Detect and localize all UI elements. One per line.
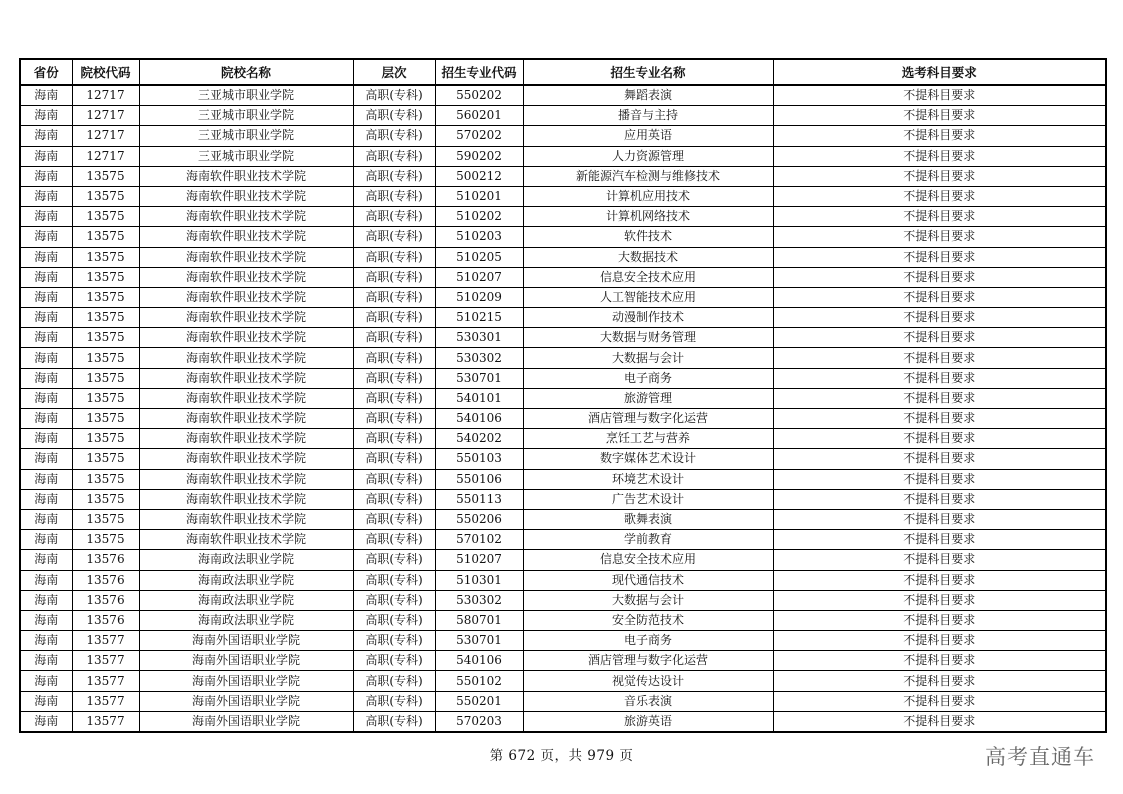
cell-major-name: 大数据与财务管理 [523,328,773,348]
cell-major-name: 计算机网络技术 [523,207,773,227]
cell-school-code: 13575 [72,166,139,186]
cell-major-name: 人工智能技术应用 [523,287,773,307]
cell-province: 海南 [20,469,72,489]
cell-school-code: 13575 [72,348,139,368]
cell-school-name: 海南软件职业技术学院 [139,368,353,388]
cell-major-name: 软件技术 [523,227,773,247]
cell-major-name: 酒店管理与数字化运营 [523,409,773,429]
cell-school-code: 13575 [72,186,139,206]
cell-school-code: 13575 [72,207,139,227]
cell-province: 海南 [20,388,72,408]
table-row [20,227,1106,247]
cell-school-name: 三亚城市职业学院 [139,85,353,106]
cell-level: 高职(专科) [353,449,435,469]
table-header-row [20,59,1106,85]
cell-subject-requirement: 不提科目要求 [773,651,1106,671]
cell-school-code: 13575 [72,489,139,509]
cell-province: 海南 [20,671,72,691]
cell-subject-requirement: 不提科目要求 [773,85,1106,106]
cell-province: 海南 [20,348,72,368]
cell-level: 高职(专科) [353,85,435,106]
cell-major-code: 530302 [435,348,523,368]
cell-school-code: 13575 [72,530,139,550]
cell-major-name: 大数据与会计 [523,590,773,610]
cell-school-name: 海南外国语职业学院 [139,631,353,651]
cell-major-name: 计算机应用技术 [523,186,773,206]
table-row [20,469,1106,489]
cell-province: 海南 [20,207,72,227]
cell-school-name: 海南软件职业技术学院 [139,449,353,469]
header-major-code: 招生专业代码 [435,59,523,85]
cell-major-code: 510202 [435,207,523,227]
cell-subject-requirement: 不提科目要求 [773,691,1106,711]
cell-level: 高职(专科) [353,489,435,509]
table-row [20,509,1106,529]
cell-major-code: 510207 [435,267,523,287]
cell-subject-requirement: 不提科目要求 [773,308,1106,328]
cell-major-code: 540106 [435,651,523,671]
cell-subject-requirement: 不提科目要求 [773,166,1106,186]
cell-major-name: 动漫制作技术 [523,308,773,328]
table-row [20,308,1106,328]
admissions-table [19,58,1107,733]
cell-major-name: 学前教育 [523,530,773,550]
table-row [20,449,1106,469]
cell-major-name: 音乐表演 [523,691,773,711]
table-row [20,409,1106,429]
cell-subject-requirement: 不提科目要求 [773,287,1106,307]
cell-school-name: 海南软件职业技术学院 [139,388,353,408]
cell-school-name: 海南软件职业技术学院 [139,186,353,206]
cell-school-code: 12717 [72,126,139,146]
cell-school-name: 海南软件职业技术学院 [139,530,353,550]
table-row [20,530,1106,550]
cell-school-code: 13577 [72,631,139,651]
cell-province: 海南 [20,186,72,206]
cell-major-code: 510215 [435,308,523,328]
table-row [20,287,1106,307]
cell-school-name: 海南软件职业技术学院 [139,429,353,449]
cell-level: 高职(专科) [353,590,435,610]
table-row [20,671,1106,691]
cell-province: 海南 [20,368,72,388]
cell-province: 海南 [20,85,72,106]
cell-province: 海南 [20,247,72,267]
table-row [20,489,1106,509]
cell-subject-requirement: 不提科目要求 [773,489,1106,509]
cell-major-code: 590202 [435,146,523,166]
cell-province: 海南 [20,691,72,711]
cell-major-code: 570102 [435,530,523,550]
cell-major-code: 550201 [435,691,523,711]
cell-school-code: 12717 [72,106,139,126]
cell-major-code: 510201 [435,186,523,206]
table-body [20,85,1106,732]
cell-province: 海南 [20,227,72,247]
cell-major-name: 歌舞表演 [523,509,773,529]
cell-province: 海南 [20,126,72,146]
cell-major-name: 信息安全技术应用 [523,267,773,287]
cell-major-code: 530302 [435,590,523,610]
cell-province: 海南 [20,590,72,610]
cell-province: 海南 [20,631,72,651]
table-row [20,146,1106,166]
cell-province: 海南 [20,308,72,328]
cell-level: 高职(专科) [353,711,435,732]
cell-province: 海南 [20,429,72,449]
cell-level: 高职(专科) [353,186,435,206]
cell-school-code: 13575 [72,247,139,267]
cell-subject-requirement: 不提科目要求 [773,631,1106,651]
cell-province: 海南 [20,530,72,550]
cell-school-code: 13575 [72,227,139,247]
cell-province: 海南 [20,651,72,671]
cell-major-name: 应用英语 [523,126,773,146]
table-row [20,267,1106,287]
cell-school-code: 13575 [72,449,139,469]
cell-province: 海南 [20,509,72,529]
cell-major-code: 570202 [435,126,523,146]
watermark-logo-text: 高考直通车 [985,745,1095,769]
cell-major-code: 530701 [435,368,523,388]
cell-level: 高职(专科) [353,287,435,307]
cell-subject-requirement: 不提科目要求 [773,227,1106,247]
cell-major-code: 550202 [435,85,523,106]
cell-major-name: 新能源汽车检测与维修技术 [523,166,773,186]
table-row [20,651,1106,671]
cell-level: 高职(专科) [353,348,435,368]
cell-province: 海南 [20,610,72,630]
cell-level: 高职(专科) [353,469,435,489]
cell-school-code: 13577 [72,691,139,711]
cell-subject-requirement: 不提科目要求 [773,590,1106,610]
cell-school-name: 海南软件职业技术学院 [139,227,353,247]
cell-province: 海南 [20,449,72,469]
cell-major-name: 环境艺术设计 [523,469,773,489]
cell-school-name: 三亚城市职业学院 [139,146,353,166]
cell-level: 高职(专科) [353,106,435,126]
cell-school-code: 13575 [72,328,139,348]
cell-province: 海南 [20,711,72,732]
cell-major-name: 大数据技术 [523,247,773,267]
cell-level: 高职(专科) [353,166,435,186]
cell-level: 高职(专科) [353,368,435,388]
cell-school-name: 海南软件职业技术学院 [139,489,353,509]
cell-school-code: 13576 [72,610,139,630]
cell-major-name: 烹饪工艺与营养 [523,429,773,449]
cell-major-name: 数字媒体艺术设计 [523,449,773,469]
cell-major-code: 570203 [435,711,523,732]
cell-level: 高职(专科) [353,308,435,328]
cell-school-name: 海南外国语职业学院 [139,691,353,711]
cell-school-code: 13575 [72,409,139,429]
cell-school-code: 13576 [72,590,139,610]
table-row [20,388,1106,408]
cell-major-code: 560201 [435,106,523,126]
cell-province: 海南 [20,287,72,307]
cell-major-name: 电子商务 [523,368,773,388]
cell-major-code: 550206 [435,509,523,529]
cell-subject-requirement: 不提科目要求 [773,207,1106,227]
cell-school-name: 海南软件职业技术学院 [139,207,353,227]
table-row [20,328,1106,348]
cell-level: 高职(专科) [353,631,435,651]
cell-major-name: 现代通信技术 [523,570,773,590]
cell-level: 高职(专科) [353,530,435,550]
cell-school-name: 海南外国语职业学院 [139,671,353,691]
table-row [20,348,1106,368]
header-school-name: 院校名称 [139,59,353,85]
cell-school-code: 12717 [72,85,139,106]
cell-school-name: 海南软件职业技术学院 [139,509,353,529]
cell-subject-requirement: 不提科目要求 [773,388,1106,408]
cell-major-name: 大数据与会计 [523,348,773,368]
cell-level: 高职(专科) [353,671,435,691]
cell-subject-requirement: 不提科目要求 [773,429,1106,449]
cell-province: 海南 [20,489,72,509]
cell-level: 高职(专科) [353,207,435,227]
cell-school-name: 海南外国语职业学院 [139,711,353,732]
cell-major-code: 550103 [435,449,523,469]
table-row [20,429,1106,449]
cell-subject-requirement: 不提科目要求 [773,126,1106,146]
cell-major-code: 550102 [435,671,523,691]
header-level: 层次 [353,59,435,85]
cell-major-code: 510209 [435,287,523,307]
cell-major-code: 510203 [435,227,523,247]
cell-subject-requirement: 不提科目要求 [773,146,1106,166]
cell-major-name: 播音与主持 [523,106,773,126]
table-row [20,126,1106,146]
cell-school-name: 海南政法职业学院 [139,570,353,590]
cell-major-code: 540202 [435,429,523,449]
cell-province: 海南 [20,146,72,166]
cell-level: 高职(专科) [353,247,435,267]
cell-level: 高职(专科) [353,227,435,247]
cell-level: 高职(专科) [353,409,435,429]
cell-school-name: 海南软件职业技术学院 [139,409,353,429]
cell-school-code: 13576 [72,570,139,590]
cell-school-code: 13577 [72,711,139,732]
cell-province: 海南 [20,267,72,287]
cell-level: 高职(专科) [353,267,435,287]
cell-major-code: 550113 [435,489,523,509]
table-row [20,247,1106,267]
cell-major-code: 540101 [435,388,523,408]
cell-level: 高职(专科) [353,610,435,630]
header-subject-requirement: 选考科目要求 [773,59,1106,85]
cell-major-code: 510301 [435,570,523,590]
cell-school-code: 13575 [72,509,139,529]
cell-school-code: 13577 [72,651,139,671]
cell-subject-requirement: 不提科目要求 [773,328,1106,348]
cell-major-code: 550106 [435,469,523,489]
cell-province: 海南 [20,550,72,570]
cell-level: 高职(专科) [353,388,435,408]
cell-subject-requirement: 不提科目要求 [773,570,1106,590]
table-row [20,570,1106,590]
cell-subject-requirement: 不提科目要求 [773,449,1106,469]
cell-province: 海南 [20,570,72,590]
header-school-code: 院校代码 [72,59,139,85]
cell-major-code: 510207 [435,550,523,570]
cell-province: 海南 [20,106,72,126]
table-row [20,166,1106,186]
cell-subject-requirement: 不提科目要求 [773,711,1106,732]
cell-level: 高职(专科) [353,429,435,449]
table-row [20,186,1106,206]
header-province: 省份 [20,59,72,85]
table-row [20,610,1106,630]
cell-subject-requirement: 不提科目要求 [773,469,1106,489]
cell-major-code: 530701 [435,631,523,651]
cell-school-name: 海南外国语职业学院 [139,651,353,671]
cell-province: 海南 [20,409,72,429]
cell-major-name: 酒店管理与数字化运营 [523,651,773,671]
cell-subject-requirement: 不提科目要求 [773,247,1106,267]
header-major-name: 招生专业名称 [523,59,773,85]
cell-school-name: 海南政法职业学院 [139,590,353,610]
cell-subject-requirement: 不提科目要求 [773,267,1106,287]
cell-major-name: 人力资源管理 [523,146,773,166]
cell-major-code: 500212 [435,166,523,186]
cell-level: 高职(专科) [353,328,435,348]
cell-major-code: 510205 [435,247,523,267]
cell-level: 高职(专科) [353,550,435,570]
cell-school-name: 海南软件职业技术学院 [139,166,353,186]
table-row [20,691,1106,711]
cell-major-name: 旅游英语 [523,711,773,732]
cell-major-code: 580701 [435,610,523,630]
cell-subject-requirement: 不提科目要求 [773,186,1106,206]
cell-subject-requirement: 不提科目要求 [773,530,1106,550]
cell-school-name: 海南软件职业技术学院 [139,287,353,307]
cell-subject-requirement: 不提科目要求 [773,368,1106,388]
cell-school-code: 13575 [72,267,139,287]
cell-major-name: 视觉传达设计 [523,671,773,691]
cell-school-name: 海南软件职业技术学院 [139,348,353,368]
table-row [20,711,1106,732]
cell-school-code: 13576 [72,550,139,570]
cell-school-code: 13575 [72,429,139,449]
cell-major-code: 540106 [435,409,523,429]
table-row [20,631,1106,651]
cell-major-code: 530301 [435,328,523,348]
cell-subject-requirement: 不提科目要求 [773,610,1106,630]
table-row [20,550,1106,570]
cell-school-name: 海南软件职业技术学院 [139,308,353,328]
cell-school-code: 13577 [72,671,139,691]
cell-subject-requirement: 不提科目要求 [773,509,1106,529]
cell-major-name: 电子商务 [523,631,773,651]
table-row [20,85,1106,106]
cell-school-name: 海南软件职业技术学院 [139,328,353,348]
cell-school-name: 三亚城市职业学院 [139,106,353,126]
table-row [20,368,1106,388]
cell-subject-requirement: 不提科目要求 [773,106,1106,126]
cell-major-name: 广告艺术设计 [523,489,773,509]
cell-school-code: 12717 [72,146,139,166]
cell-major-name: 旅游管理 [523,388,773,408]
cell-province: 海南 [20,166,72,186]
cell-school-code: 13575 [72,388,139,408]
cell-level: 高职(专科) [353,691,435,711]
cell-major-name: 舞蹈表演 [523,85,773,106]
cell-school-name: 海南政法职业学院 [139,610,353,630]
cell-school-code: 13575 [72,469,139,489]
cell-subject-requirement: 不提科目要求 [773,550,1106,570]
cell-province: 海南 [20,328,72,348]
cell-school-name: 海南软件职业技术学院 [139,247,353,267]
cell-level: 高职(专科) [353,570,435,590]
table-row [20,106,1106,126]
cell-level: 高职(专科) [353,509,435,529]
cell-major-name: 信息安全技术应用 [523,550,773,570]
cell-subject-requirement: 不提科目要求 [773,409,1106,429]
cell-school-code: 13575 [72,308,139,328]
cell-subject-requirement: 不提科目要求 [773,671,1106,691]
table-row [20,207,1106,227]
cell-school-code: 13575 [72,287,139,307]
cell-subject-requirement: 不提科目要求 [773,348,1106,368]
cell-level: 高职(专科) [353,651,435,671]
cell-level: 高职(专科) [353,126,435,146]
cell-school-name: 海南软件职业技术学院 [139,267,353,287]
table-row [20,590,1106,610]
cell-school-name: 三亚城市职业学院 [139,126,353,146]
cell-major-name: 安全防范技术 [523,610,773,630]
cell-school-name: 海南软件职业技术学院 [139,469,353,489]
page-number: 第 672 页，共 979 页 [489,748,634,764]
cell-level: 高职(专科) [353,146,435,166]
cell-school-code: 13575 [72,368,139,388]
cell-school-name: 海南政法职业学院 [139,550,353,570]
